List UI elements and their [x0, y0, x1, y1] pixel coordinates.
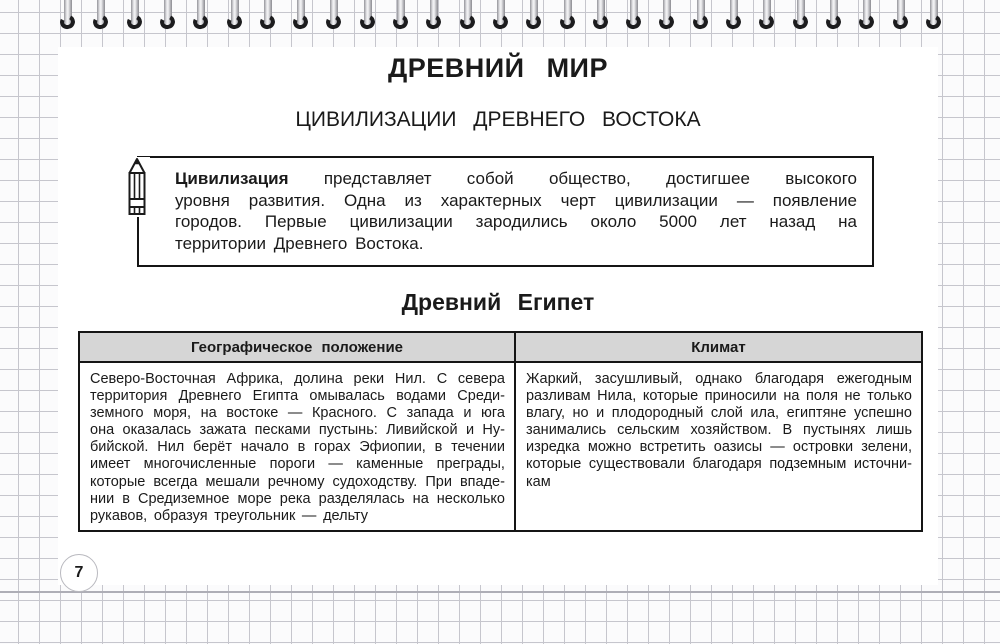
binding-ring: [663, 0, 671, 34]
notebook-page: [58, 47, 938, 585]
binding-ring: [164, 0, 172, 34]
text-line: кам: [525, 473, 551, 490]
binding-ring: [863, 0, 871, 34]
binding-ring: [930, 0, 938, 34]
binding-ring: [97, 0, 105, 34]
binding-ring: [297, 0, 305, 34]
definition-text: [175, 168, 857, 254]
text-line: имеет многочисленные пороги — каменные преграды,: [90, 456, 505, 473]
climate-cell: [516, 363, 921, 530]
spiral-binding: [0, 0, 1000, 50]
binding-ring: [763, 0, 771, 34]
page-subtitle: ЦИВИЛИЗАЦИИ ДРЕВНЕГО ВОСТОКА: [295, 108, 701, 131]
definition-box: [137, 156, 874, 267]
table-body-row: [80, 363, 921, 530]
text-line: разливам Нила, которые приносили на поля не только: [525, 388, 912, 405]
table-header-climate: Климат: [691, 338, 746, 356]
section-heading: Древний Египет: [401, 289, 595, 315]
binding-ring: [464, 0, 472, 34]
binding-ring: [397, 0, 405, 34]
text-line: нии в Средиземное море река разделялась на несколько: [90, 490, 505, 507]
info-table: [78, 331, 923, 532]
page-title: ДРЕВНИЙ МИР: [388, 53, 608, 83]
page-number: 7: [74, 564, 84, 581]
binding-ring: [264, 0, 272, 34]
text-line: которые существовали благодаря подземным источни-: [525, 456, 912, 473]
binding-ring: [530, 0, 538, 34]
text-line: территории Древнего Востока.: [175, 233, 424, 253]
page-number-badge: [60, 554, 98, 592]
table-header-geography: Географическое положение: [80, 333, 516, 361]
binding-ring: [564, 0, 572, 34]
text-line: Северо-Восточная Африка, долина реки Нил. С севера: [90, 371, 505, 387]
text-line: земного моря, на востоке — Красного. С запада и юга: [90, 405, 505, 422]
binding-ring: [131, 0, 139, 34]
binding-ring: [430, 0, 438, 34]
grid-accent-line: [0, 591, 1000, 593]
pencil-icon: [124, 157, 150, 217]
text-line: Цивилизация представляет собой общество, достигшее высокого: [175, 169, 857, 188]
text-line: которые всегда мешали речному судоходству. При впаде-: [90, 473, 505, 490]
text-line: территория Древнего Египта омывалась водами Среди-: [90, 388, 505, 405]
binding-ring: [64, 0, 72, 34]
table-header-row: [80, 333, 921, 363]
binding-ring: [597, 0, 605, 34]
text-line: уровня развития. Одна из характерных черт цивилизации — появление: [175, 190, 857, 210]
text-line: она оказалась зажата песками пустынь: Ливийской и Ну-: [90, 422, 505, 439]
binding-ring: [330, 0, 338, 34]
binding-ring: [830, 0, 838, 34]
text-line: влагу, но и плодородный слой ила, египтяне успешно: [525, 405, 912, 422]
binding-ring: [231, 0, 239, 34]
binding-ring: [197, 0, 205, 34]
binding-ring: [364, 0, 372, 34]
binding-ring: [730, 0, 738, 34]
text-line: рукавов, образуя треугольник — дельту: [90, 507, 369, 524]
binding-ring: [897, 0, 905, 34]
text-line: занимались сельским хозяйством. В пустынях лишь: [525, 422, 912, 439]
binding-ring: [497, 0, 505, 34]
binding-ring: [697, 0, 705, 34]
binding-ring: [630, 0, 638, 34]
definition-term: Цивилизация: [175, 169, 289, 188]
geography-cell: [80, 363, 516, 530]
text-line: бийской. Нил берёт начало в горах Эфиопии, в течении: [90, 439, 505, 456]
text-line: городов. Первые цивилизации зародились около 5000 лет назад на: [175, 212, 857, 231]
text-line: изредка можно встретить оазисы — островки зелени,: [525, 439, 912, 456]
text-line: Жаркий, засушливый, однако благодаря ежегодным: [525, 371, 912, 387]
binding-ring: [797, 0, 805, 34]
